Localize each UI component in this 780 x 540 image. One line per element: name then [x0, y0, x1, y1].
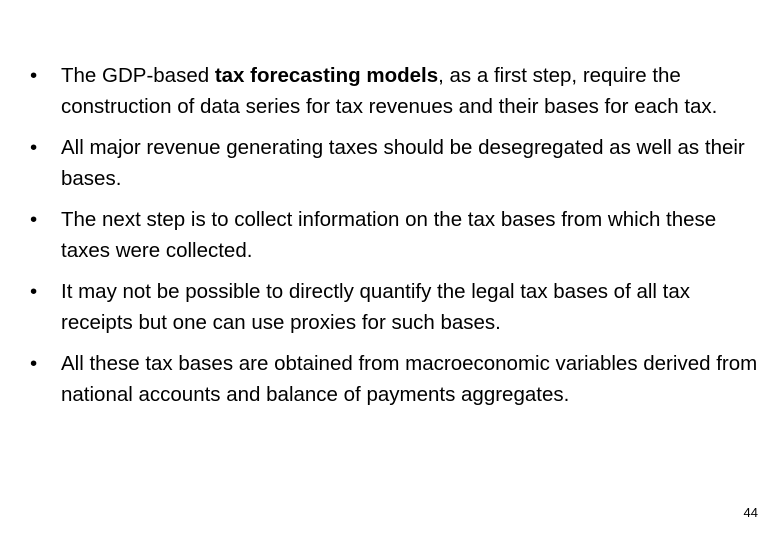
bullet-text: It may not be possible to directly quantify the legal tax bases of all tax receipts but one can use proxies for such bases.: [61, 280, 691, 334]
bullet-marker: •: [30, 280, 38, 303]
bullet-item: [30, 204, 760, 266]
bullet-text-start: The GDP-based: [61, 64, 215, 87]
page-number: 44: [743, 505, 758, 520]
bullet-text: [61, 64, 717, 118]
bullet-marker: •: [30, 208, 38, 231]
bullet-text: All major revenue generating taxes should be desegregated as well as their bases.: [61, 136, 745, 190]
bullet-marker: •: [30, 352, 38, 375]
bullet-item: [30, 348, 760, 410]
bullet-text: All these tax bases are obtained from macroeconomic variables derived from national accounts and balance of payments aggregates.: [61, 352, 758, 406]
bullet-text-end: , as a first step, require the construction of data series for tax revenues and their bases for each tax.: [61, 64, 718, 118]
bullet-bold-term: tax forecasting models: [214, 64, 439, 87]
bullet-marker: •: [30, 136, 38, 159]
bullet-item: [30, 132, 760, 194]
bullet-item: [30, 276, 760, 338]
bullet-text: The next step is to collect information on the tax bases from which these taxes were collected.: [61, 208, 717, 262]
bullet-item: [30, 60, 760, 122]
bullet-marker: •: [30, 64, 38, 87]
bullet-list: [30, 60, 760, 420]
